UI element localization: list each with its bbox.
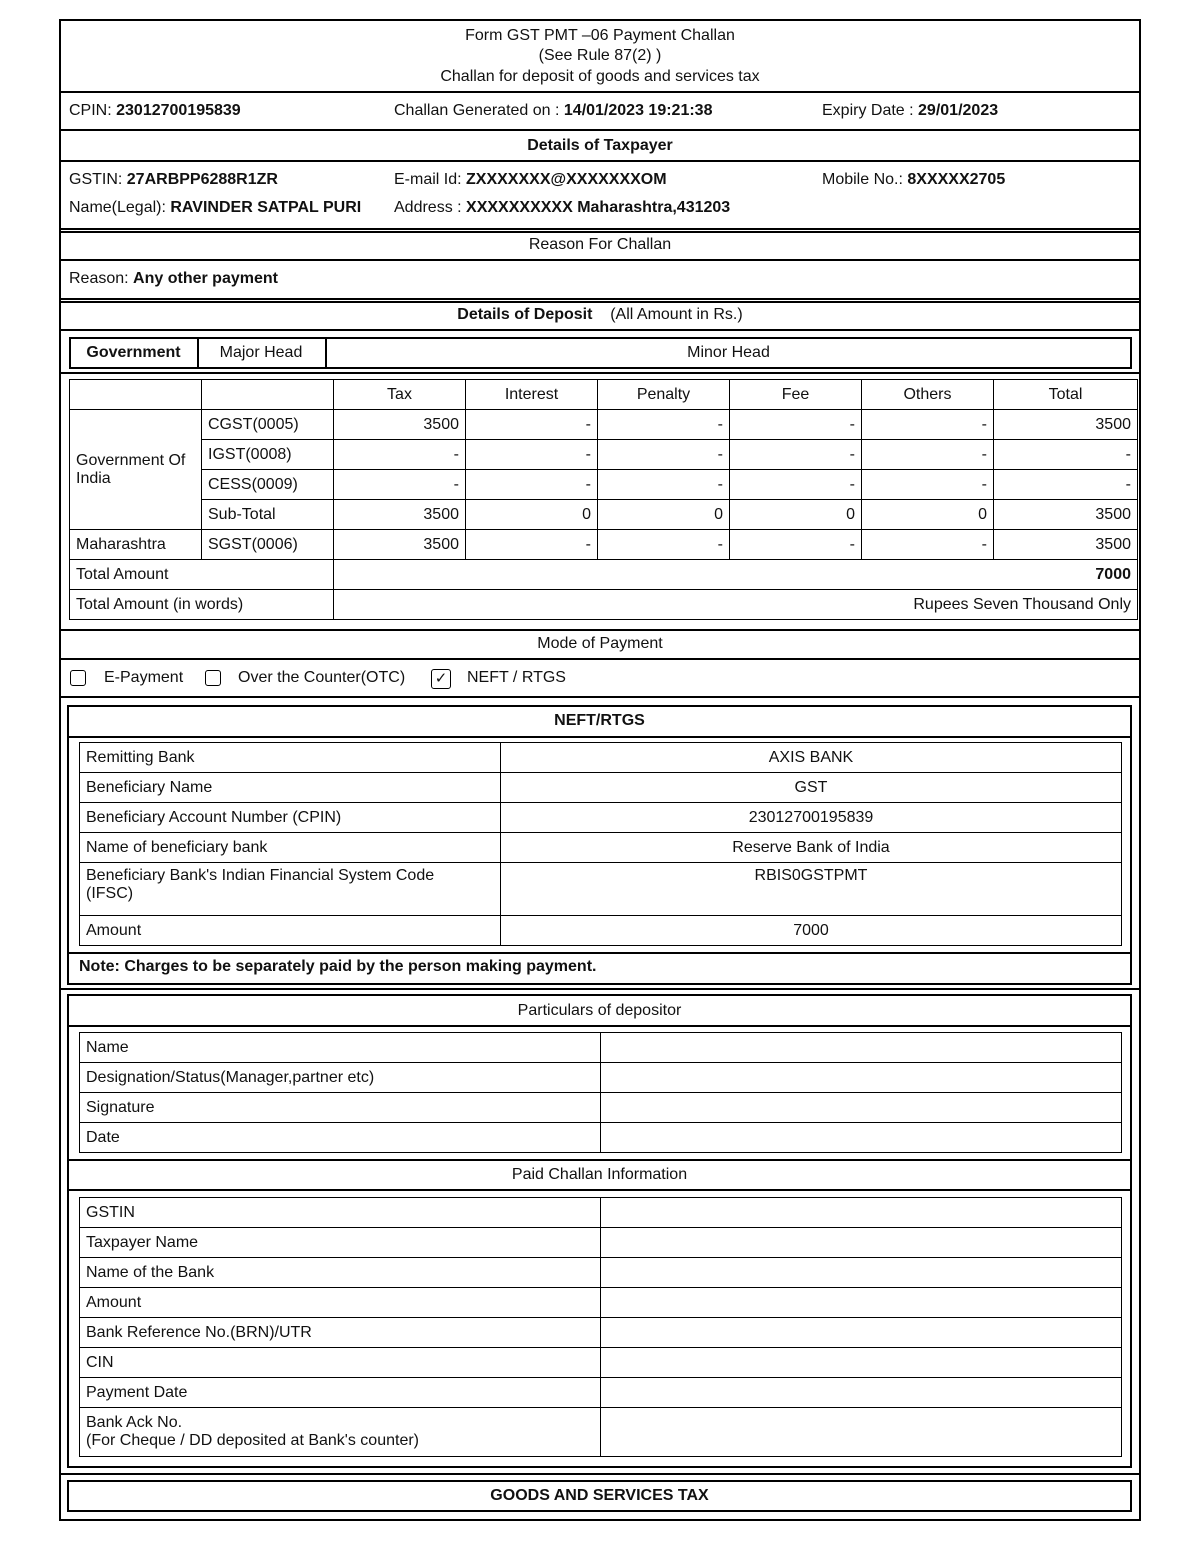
paid-value	[601, 1408, 1122, 1457]
cell: -	[598, 410, 730, 440]
epayment-checkbox[interactable]	[70, 670, 86, 686]
paid-table	[79, 1197, 1122, 1457]
col-others: Others	[862, 380, 994, 410]
depositor-label: Name	[80, 1033, 601, 1063]
cell: -	[730, 530, 862, 560]
table-row	[70, 440, 1138, 470]
form-rule: (See Rule 87(2) )	[538, 47, 662, 64]
neft-checkbox[interactable]	[431, 669, 451, 689]
address: Address : XXXXXXXXXX Maharashtra,431203	[394, 199, 731, 216]
reason-heading: Reason For Challan	[528, 236, 672, 253]
paid-label: Bank Reference No.(BRN)/UTR	[80, 1318, 601, 1348]
expiry-date: Expiry Date : 29/01/2023	[822, 102, 999, 119]
neft-label-cell: Beneficiary Account Number (CPIN)	[80, 803, 501, 833]
table-row	[80, 1288, 1122, 1318]
neft-value-cell: 23012700195839	[501, 803, 1122, 833]
paid-label: Amount	[80, 1288, 601, 1318]
cell: -	[994, 440, 1138, 470]
cell: -	[862, 530, 994, 560]
paid-value	[601, 1288, 1122, 1318]
row-head: CGST(0005)	[202, 410, 334, 440]
depositor-value	[601, 1093, 1122, 1123]
cell: 0	[730, 500, 862, 530]
table-row	[70, 530, 1138, 560]
row-head: CESS(0009)	[202, 470, 334, 500]
table-row	[80, 863, 1122, 916]
cell: 3500	[334, 410, 466, 440]
paid-label: Name of the Bank	[80, 1258, 601, 1288]
email: E-mail Id: ZXXXXXXX@XXXXXXXOM	[394, 171, 667, 188]
table-row	[70, 500, 1138, 530]
col-interest: Interest	[466, 380, 598, 410]
table-row	[80, 1063, 1122, 1093]
cell: -	[334, 470, 466, 500]
taxpayer-heading: Details of Taxpayer	[527, 137, 673, 154]
words-label: Total Amount (in words)	[70, 590, 334, 620]
cell: 3500	[994, 500, 1138, 530]
cell: -	[466, 440, 598, 470]
col-tax: Tax	[334, 380, 466, 410]
col-minor-head: Minor Head	[687, 344, 770, 361]
table-row	[80, 1033, 1122, 1063]
table-row	[80, 1318, 1122, 1348]
depositor-value	[601, 1123, 1122, 1153]
depositor-table	[79, 1032, 1122, 1153]
table-row	[80, 773, 1122, 803]
cell: -	[334, 440, 466, 470]
paid-label: Taxpayer Name	[80, 1228, 601, 1258]
table-row	[70, 470, 1138, 500]
paid-label: Payment Date	[80, 1378, 601, 1408]
depositor-label: Signature	[80, 1093, 601, 1123]
state-label: Maharashtra	[70, 530, 202, 560]
table-row	[80, 1123, 1122, 1153]
cell: -	[466, 410, 598, 440]
table-row	[80, 803, 1122, 833]
neft-label-cell: Remitting Bank	[80, 743, 501, 773]
cell: -	[466, 530, 598, 560]
row-head: SGST(0006)	[202, 530, 334, 560]
paid-value	[601, 1198, 1122, 1228]
table-row	[80, 1378, 1122, 1408]
cell: -	[994, 470, 1138, 500]
paid-value	[601, 1348, 1122, 1378]
neft-value-cell: RBIS0GSTPMT	[501, 863, 1122, 916]
cell: -	[598, 530, 730, 560]
neft-label: NEFT / RTGS	[467, 669, 566, 686]
depositor-value	[601, 1033, 1122, 1063]
col-fee: Fee	[730, 380, 862, 410]
challan-generated: Challan Generated on : 14/01/2023 19:21:38	[394, 102, 713, 119]
table-row	[80, 1408, 1122, 1457]
deposit-heading: Details of Deposit (All Amount in Rs.)	[457, 306, 743, 323]
depositor-label: Date	[80, 1123, 601, 1153]
table-row	[80, 1348, 1122, 1378]
table-row	[80, 916, 1122, 946]
mobile: Mobile No.: 8XXXXX2705	[822, 171, 1006, 188]
depositor-heading: Particulars of depositor	[517, 1002, 682, 1019]
paid-heading: Paid Challan Information	[511, 1166, 688, 1183]
cell: -	[598, 470, 730, 500]
checkmark-icon: ✓	[434, 670, 448, 687]
row-head: Sub-Total	[202, 500, 334, 530]
cell: -	[730, 440, 862, 470]
neft-value-cell: Reserve Bank of India	[501, 833, 1122, 863]
paid-value	[601, 1318, 1122, 1348]
col-total: Total	[994, 380, 1138, 410]
paid-value	[601, 1258, 1122, 1288]
legal-name: Name(Legal): RAVINDER SATPAL PURI	[69, 199, 362, 216]
table-row	[80, 1258, 1122, 1288]
table-row	[80, 743, 1122, 773]
paid-value	[601, 1228, 1122, 1258]
neft-label-cell: Name of beneficiary bank	[80, 833, 501, 863]
cell: 3500	[994, 530, 1138, 560]
cell: -	[730, 470, 862, 500]
neft-note: Note: Charges to be separately paid by the person making payment.	[79, 958, 597, 975]
total-label: Total Amount	[70, 560, 334, 590]
cell: 0	[862, 500, 994, 530]
otc-label: Over the Counter(OTC)	[238, 669, 406, 686]
neft-heading: NEFT/RTGS	[554, 712, 645, 729]
depositor-value	[601, 1063, 1122, 1093]
cell: -	[598, 440, 730, 470]
table-row	[80, 1093, 1122, 1123]
paid-label: CIN	[80, 1348, 601, 1378]
table-row	[80, 833, 1122, 863]
cell: 0	[466, 500, 598, 530]
neft-label-cell: Amount	[80, 916, 501, 946]
words-row	[70, 590, 1138, 620]
mode-heading: Mode of Payment	[537, 635, 663, 652]
footer-label: GOODS AND SERVICES TAX	[490, 1487, 709, 1504]
reason: Reason: Any other payment	[69, 270, 278, 287]
depositor-label: Designation/Status(Manager,partner etc)	[80, 1063, 601, 1093]
cell: -	[466, 470, 598, 500]
form-subtitle: Challan for deposit of goods and services tax	[440, 68, 760, 85]
cell: 3500	[334, 530, 466, 560]
cell: 3500	[994, 410, 1138, 440]
otc-checkbox[interactable]	[205, 670, 221, 686]
gstin: GSTIN: 27ARBPP6288R1ZR	[69, 171, 278, 188]
cell: -	[862, 410, 994, 440]
neft-label-cell: Beneficiary Name	[80, 773, 501, 803]
cell: -	[862, 470, 994, 500]
neft-value-cell: AXIS BANK	[501, 743, 1122, 773]
paid-value	[601, 1378, 1122, 1408]
deposit-table	[69, 379, 1138, 620]
cpin: CPIN: 23012700195839	[69, 102, 241, 119]
neft-value-cell: GST	[501, 773, 1122, 803]
paid-label: Bank Ack No. (For Cheque / DD deposited at Bank's counter)	[80, 1408, 601, 1457]
form-title: Form GST PMT –06 Payment Challan	[465, 27, 735, 44]
total-row	[70, 560, 1138, 590]
table-row	[70, 410, 1138, 440]
epayment-label: E-Payment	[104, 669, 184, 686]
cell: -	[862, 440, 994, 470]
table-row	[80, 1198, 1122, 1228]
words-value: Rupees Seven Thousand Only	[334, 590, 1138, 620]
col-penalty: Penalty	[598, 380, 730, 410]
cell: 3500	[334, 500, 466, 530]
table-row	[80, 1228, 1122, 1258]
paid-label: GSTIN	[80, 1198, 601, 1228]
col-major-head: Major Head	[219, 344, 303, 361]
total-value: 7000	[334, 560, 1138, 590]
row-head: IGST(0008)	[202, 440, 334, 470]
gov-label: Government Of India	[70, 410, 202, 530]
cell: 0	[598, 500, 730, 530]
cell: -	[730, 410, 862, 440]
neft-value-cell: 7000	[501, 916, 1122, 946]
neft-label-cell: Beneficiary Bank's Indian Financial System Code (IFSC)	[80, 863, 501, 916]
neft-table	[79, 742, 1122, 946]
col-government: Government	[86, 344, 181, 361]
